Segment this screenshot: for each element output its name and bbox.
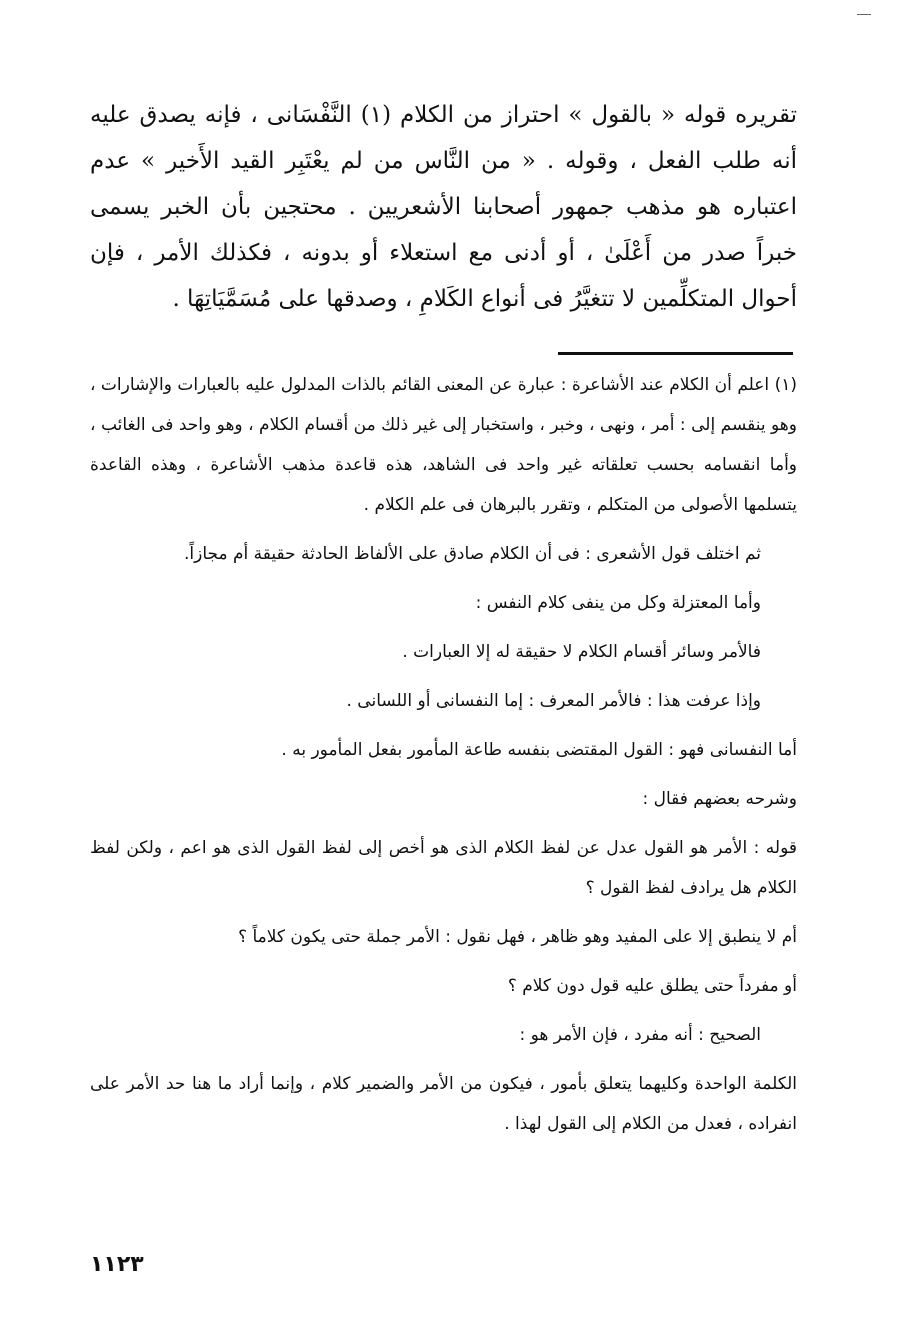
footnote-paragraph-6: أما النفسانى فهو : القول المقتضى بنفسه طاعة المأمور بفعل المأمور به . <box>281 740 797 760</box>
footnote-1: (١) اعلم أن الكلام عند الأشاعرة : عبارة عن المعنى القائم بالذات المدلول عليه بالعبارات والإشارات ، وهو ينقسم إلى : أمر ، ونهى ، وخبر ، واستخبار إلى غير ذلك من أقسام الكلام ، وهو واحد فى الغائب ، وأما انقسامه بحسب تعلقاته غير واحد فى الشاهد، هذه قاعدة مذهب الأشاعرة ، وهذه القاعدة يتسلمها الأصولى من المتكلم ، وتقرر بالبرهان فى علم الكلام . <box>90 375 797 515</box>
main-text: تقريره قوله « بالقول » احتراز من الكلام (١) النَّفْسَانى ، فإنه يصدق عليه أنه طلب الفعل ، وقوله . « من النَّاس من لم يعْتَبِر القيد الأَخير » عدم اعتباره هو مذهب جمهور أصحابنا الأشعريين . محتجين بأن الخبر يسمى خبراً صدر من أَعْلَىٰ ، أو أدنى مع استعلاء أو بدونه ، فكذلك الأمر ، فإن أحوال المتكلِّمين لا تتغيَّرُ فى أنواع الكَلامِ ، وصدقها على مُسَمَّيَاتِهَا . <box>90 102 797 312</box>
footnote-paragraph-8: قوله : الأمر هو القول عدل عن لفظ الكلام الذى هو أخص إلى لفظ القول الذى هو اعم ، ولكن لفظ الكلام هل يرادف لفظ القول ؟ <box>90 838 797 898</box>
footnote-paragraph-5: وإذا عرفت هذا : فالأمر المعرف : إما النفسانى أو اللسانى . <box>346 691 761 711</box>
footnote-paragraph-7: وشرحه بعضهم فقال : <box>642 789 797 809</box>
footnote-paragraph-12: الكلمة الواحدة وكليهما يتعلق بأمور ، فيكون من الأمر والضمير كلام ، وإنما أراد ما هنا حد الأمر على انفراده ، فعدل من الكلام إلى القول لهذا . <box>90 1074 797 1134</box>
footnote-paragraph-2: ثم اختلف قول الأشعرى : فى أن الكلام صادق على الألفاظ الحادثة حقيقة أم مجازاً. <box>184 544 761 564</box>
footnote-paragraph-3: وأما المعتزلة وكل من ينفى كلام النفس : <box>475 593 761 613</box>
footnote-paragraph-9: أم لا ينطبق إلا على المفيد وهو ظاهر ، فهل نقول : الأمر جملة حتى يكون كلاماً ؟ <box>238 927 797 947</box>
scan-edge-mark <box>857 14 871 25</box>
footnote-paragraph-4: فالأمر وسائر أقسام الكلام لا حقيقة له إلا العبارات . <box>402 642 761 662</box>
footnote-paragraph-11: الصحيح : أنه مفرد ، فإن الأمر هو : <box>519 1025 761 1045</box>
footnote-paragraph-10: أو مفرداً حتى يطلق عليه قول دون كلام ؟ <box>507 976 797 996</box>
footnote-separator <box>558 352 793 355</box>
footnotes <box>90 365 797 1144</box>
page-number: ١١٢٣ <box>90 1252 144 1277</box>
